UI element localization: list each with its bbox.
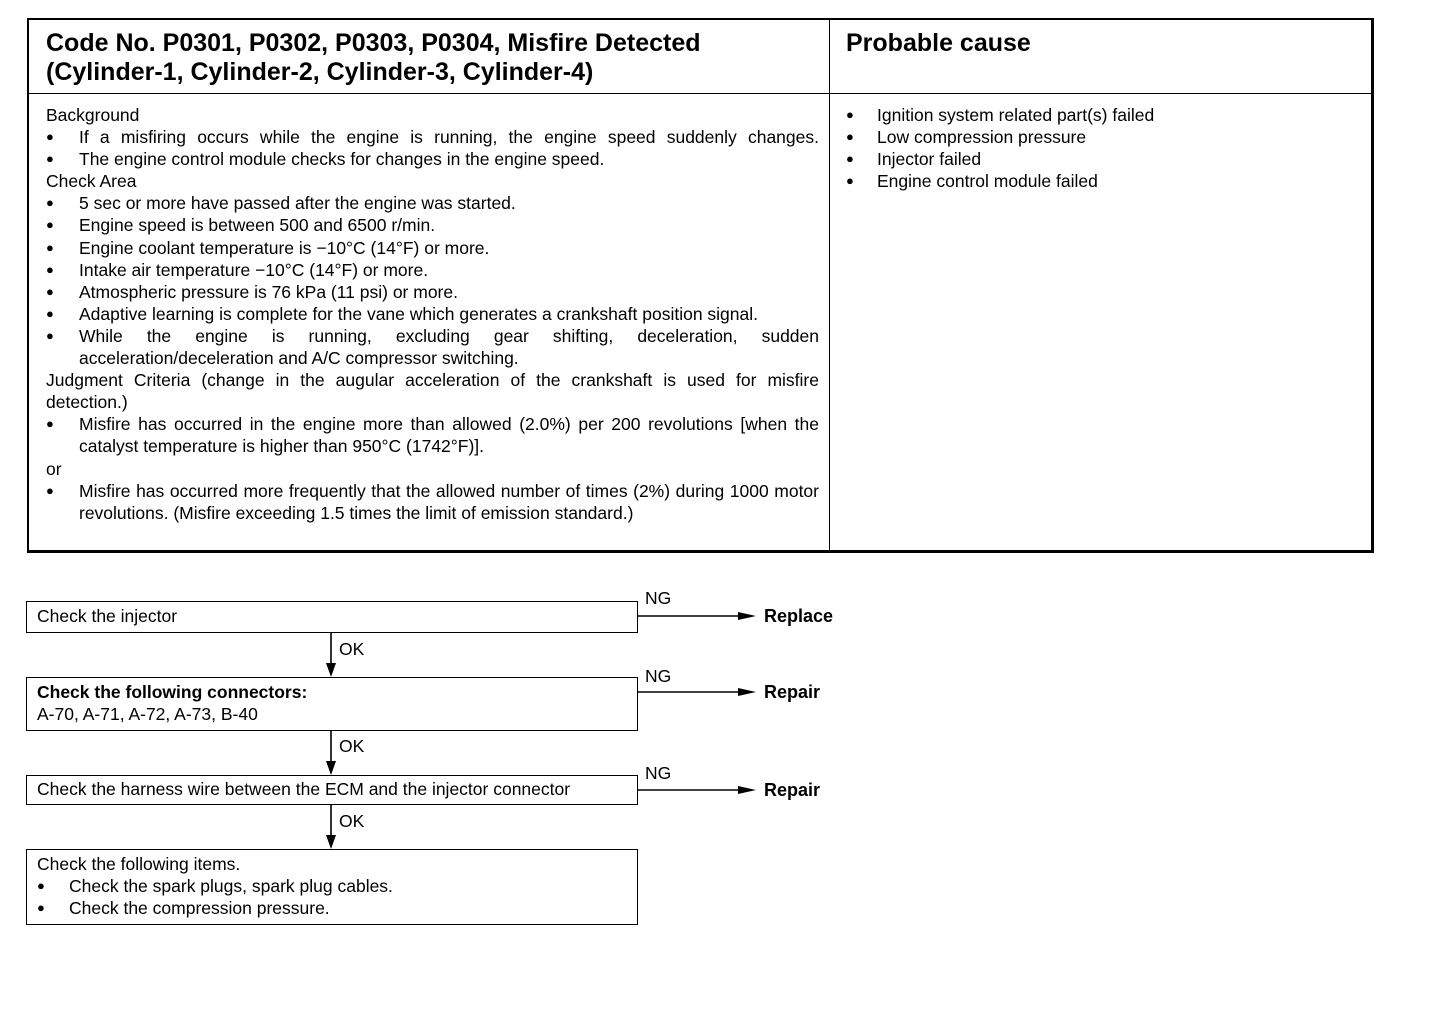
- ok-arrow-3: [326, 805, 336, 849]
- check-area-item: ● Atmospheric pressure is 76 kPa (11 psi) or more.: [46, 281, 819, 303]
- check-injector-text: Check the injector: [37, 606, 178, 626]
- cause-item: ● Injector failed: [846, 148, 1346, 170]
- background-item: ● The engine control module checks for changes in the engine speed.: [46, 148, 819, 170]
- ng-arrow-3: [638, 786, 756, 794]
- connector-list: A-70, A-71, A-72, A-73, B-40: [37, 704, 258, 724]
- ng-label-2: NG: [645, 666, 672, 686]
- result-replace: Replace: [764, 606, 834, 626]
- or-text: or: [46, 458, 62, 479]
- check-area-item: ● 5 sec or more have passed after the engine was started.: [46, 192, 819, 214]
- check-harness-text: Check the harness wire between the ECM and the injector connector: [37, 779, 571, 799]
- ok-arrow-1: [326, 633, 336, 677]
- check-area-item: ● While the engine is running, excluding gear shifting, deceleration, sudden acceleration/deceleration and A/C compressor switching.: [46, 325, 819, 369]
- check-harness-box: [26, 775, 638, 805]
- check-item: ● Check the spark plugs, spark plug cables.: [37, 875, 637, 897]
- check-area-heading: Check Area: [46, 171, 137, 192]
- check-area-item: ● Intake air temperature −10°C (14°F) or more.: [46, 259, 819, 281]
- probable-cause-title: Probable cause: [846, 29, 1031, 57]
- ng-label-1: NG: [645, 588, 672, 608]
- ok-label-3: OK: [339, 811, 365, 831]
- code-title-line1: Code No. P0301, P0302, P0303, P0304, Misfire Detected: [46, 29, 701, 57]
- check-area-item: ● Adaptive learning is complete for the vane which generates a crankshaft position signal.: [46, 303, 819, 325]
- check-connectors-title: Check the following connectors:: [37, 682, 308, 702]
- cause-item: ● Low compression pressure: [846, 126, 1346, 148]
- ng-label-3: NG: [645, 763, 672, 783]
- check-items-intro: Check the following items.: [37, 854, 241, 874]
- background-heading: Background: [46, 105, 140, 125]
- check-item: ● Check the compression pressure.: [37, 897, 637, 919]
- cause-item: ● Engine control module failed: [846, 170, 1346, 192]
- check-connectors-box: [26, 677, 638, 731]
- check-area-item: ● Engine speed is between 500 and 6500 r/min.: [46, 214, 819, 236]
- ng-arrow-1: [638, 612, 756, 620]
- check-area-item: ● Engine coolant temperature is −10°C (14°F) or more.: [46, 237, 819, 259]
- check-injector-box: [26, 601, 638, 633]
- ok-arrow-2: [326, 731, 336, 775]
- result-repair-2: Repair: [764, 780, 821, 800]
- background-item: ● If a misfiring occurs while the engine is running, the engine speed suddenly changes.: [46, 126, 819, 148]
- code-title-line2: (Cylinder-1, Cylinder-2, Cylinder-3, Cylinder-4): [46, 58, 594, 86]
- judgment-item: ● Misfire has occurred more frequently that the allowed number of times (2%) during 1000 motor revolutions. (Misfire exceeding 1.5 times the limit of emission standard.): [46, 480, 819, 524]
- cause-item: ● Ignition system related part(s) failed: [846, 104, 1346, 126]
- judgment-heading: Judgment Criteria (change in the augular acceleration of the crankshaft is used for misfire detection.): [46, 370, 819, 413]
- ok-label-1: OK: [339, 639, 365, 659]
- ok-label-2: OK: [339, 736, 365, 756]
- ng-arrow-2: [638, 688, 756, 696]
- result-repair-1: Repair: [764, 682, 821, 702]
- judgment-item: ● Misfire has occurred in the engine more than allowed (2.0%) per 200 revolutions [when the catalyst temperature is higher than 950°C (1742°F)].: [46, 413, 819, 457]
- check-items-box: [26, 849, 638, 925]
